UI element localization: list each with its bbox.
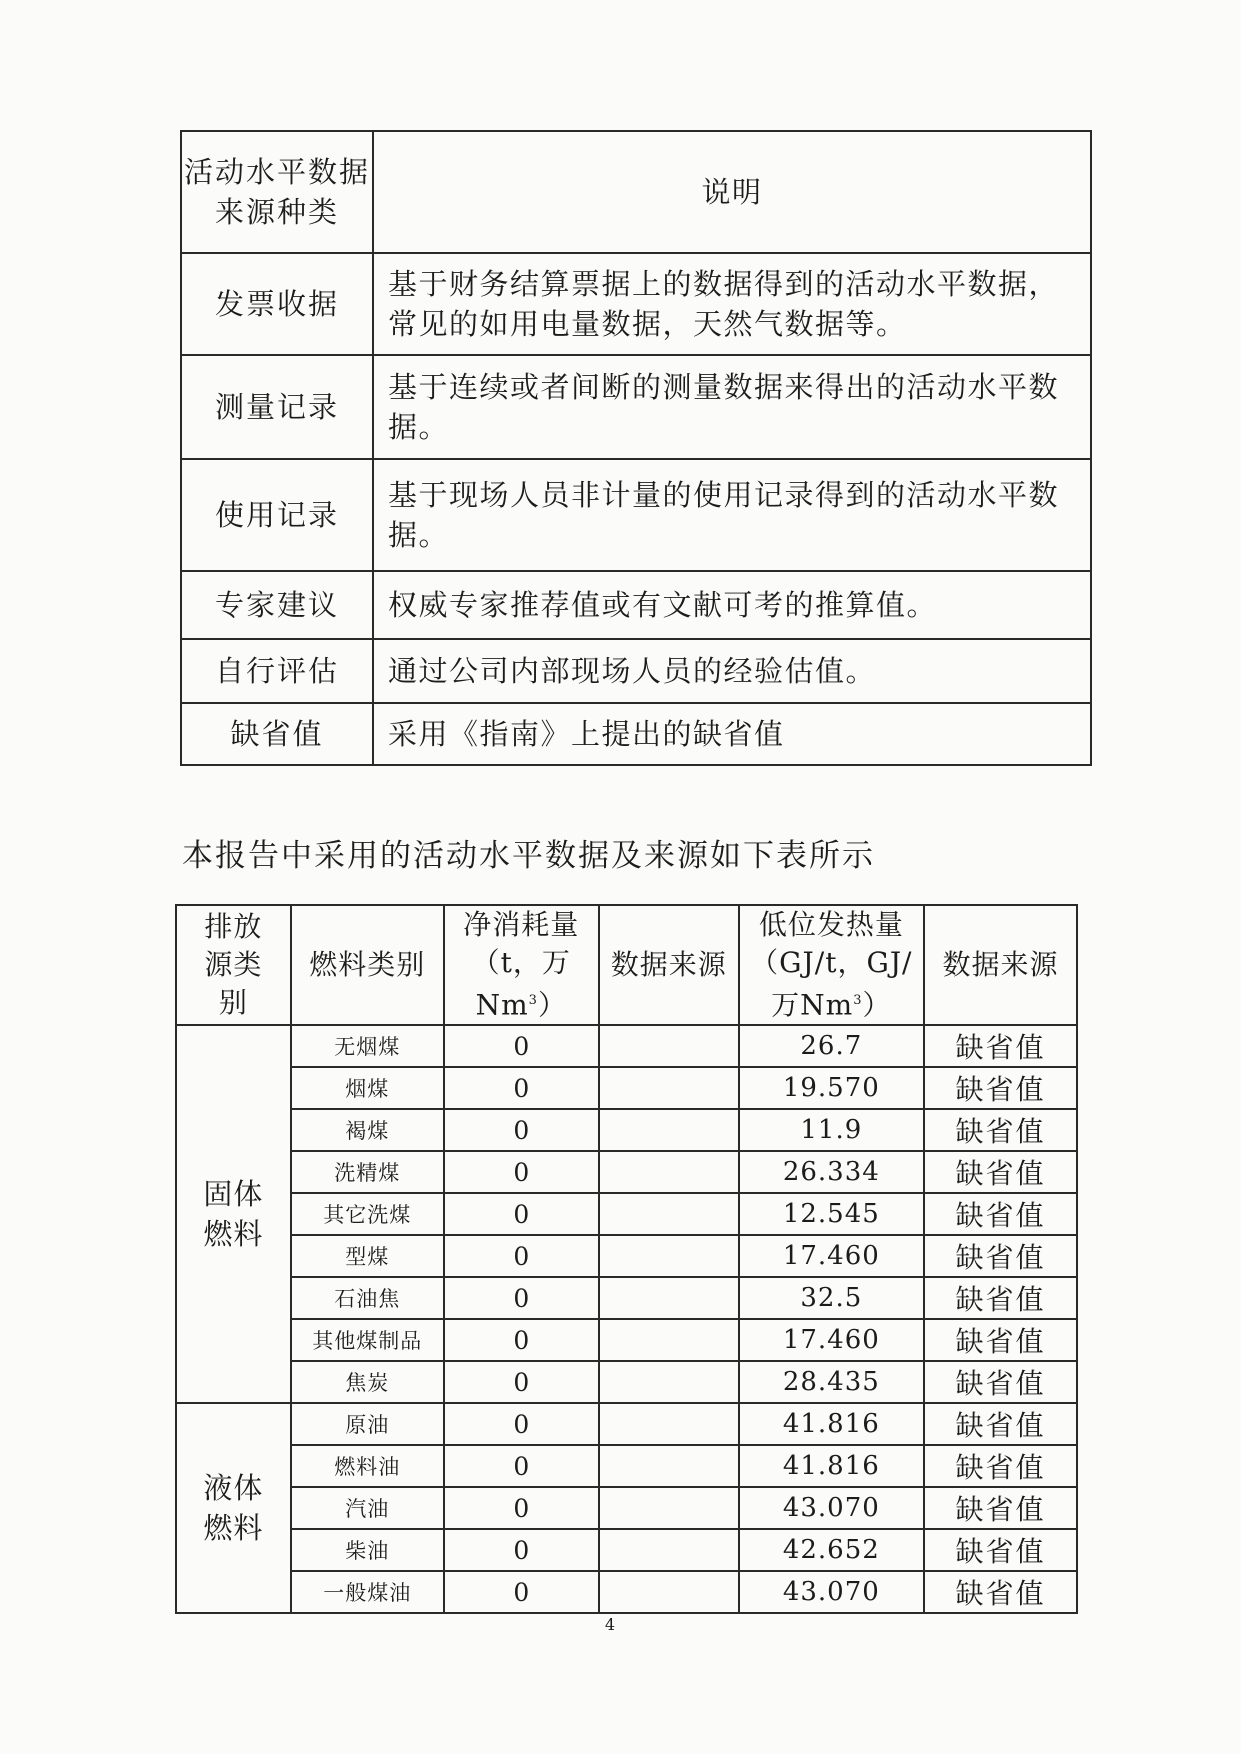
header-source-type: 活动水平数据来源种类 [181,131,373,253]
fuel-type-cell: 褐煤 [291,1109,444,1151]
description-cell: 权威专家推荐值或有文献可考的推算值。 [373,571,1091,639]
source-type-cell: 测量记录 [181,355,373,459]
source-type-cell: 专家建议 [181,571,373,639]
fuel-type-cell: 烟煤 [291,1067,444,1109]
data-source-2-cell: 缺省值 [924,1361,1077,1403]
emission-category-text: 液体燃料 [203,1471,264,1546]
header-heat-value-line1: 低位发热量 [758,908,904,941]
heat-value-cell: 41.816 [739,1445,924,1487]
data-source-2-cell: 缺省值 [924,1151,1077,1193]
net-consumption-cell: 0 [444,1571,599,1613]
data-source-1-cell [599,1151,739,1193]
description-cell: 通过公司内部现场人员的经验估值。 [373,639,1091,703]
table-row [176,1067,1077,1109]
data-source-1-cell [599,1529,739,1571]
data-source-1-cell [599,1193,739,1235]
page-number: 4 [604,1615,616,1634]
heat-value-cell: 28.435 [739,1361,924,1403]
unit-text: 万Nm [771,988,854,1022]
header-net-consumption [444,905,599,1025]
table-row [176,1235,1077,1277]
fuel-type-cell: 柴油 [291,1529,444,1571]
header-net-consumption-line1: 净消耗量 [463,908,580,941]
table-row [176,1403,1077,1445]
unit-close: ） [862,988,892,1022]
data-source-2-cell: 缺省值 [924,1067,1077,1109]
net-consumption-cell: 0 [444,1277,599,1319]
data-source-2-cell: 缺省值 [924,1571,1077,1613]
description-cell: 采用《指南》上提出的缺省值 [373,703,1091,765]
fuel-type-cell: 其他煤制品 [291,1319,444,1361]
table-row [181,459,1091,571]
heat-value-cell: 42.652 [739,1529,924,1571]
heat-value-cell: 41.816 [739,1403,924,1445]
heat-value-cell: 43.070 [739,1571,924,1613]
data-source-2-cell: 缺省值 [924,1529,1077,1571]
data-source-2-cell: 缺省值 [924,1445,1077,1487]
table-row [176,1277,1077,1319]
intro-sentence: 本报告中采用的活动水平数据及来源如下表所示 [182,838,875,874]
net-consumption-cell: 0 [444,1025,599,1067]
header-fuel-type: 燃料类别 [291,905,444,1025]
superscript: 3 [853,993,863,1008]
unit-text: Nm [475,988,529,1022]
description-cell: 基于现场人员非计量的使用记录得到的活动水平数据。 [373,459,1091,571]
header-net-consumption-line2: （t，万 [471,946,571,979]
header-heat-value-line2: （GJ/t，GJ/ [750,946,913,979]
source-type-cell: 使用记录 [181,459,373,571]
heat-value-cell: 11.9 [739,1109,924,1151]
table-header-row [181,131,1091,253]
data-source-1-cell [599,1487,739,1529]
fuel-type-cell: 石油焦 [291,1277,444,1319]
net-consumption-cell: 0 [444,1151,599,1193]
fuel-type-cell: 焦炭 [291,1361,444,1403]
header-description: 说明 [373,131,1091,253]
unit-close: ） [537,988,567,1022]
net-consumption-cell: 0 [444,1067,599,1109]
data-source-2-cell: 缺省值 [924,1487,1077,1529]
data-source-2-cell: 缺省值 [924,1025,1077,1067]
fuel-table-body [176,1025,1077,1613]
data-source-1-cell [599,1445,739,1487]
header-data-source-1: 数据来源 [599,905,739,1025]
header-emission-category-text: 排放源类别 [204,910,263,1020]
header-heat-value [739,905,924,1025]
data-source-1-cell [599,1403,739,1445]
header-emission-category [176,905,291,1025]
table-row [176,1571,1077,1613]
emission-category-text: 固体燃料 [203,1177,264,1252]
data-source-2-cell: 缺省值 [924,1109,1077,1151]
fuel-type-cell: 其它洗煤 [291,1193,444,1235]
heat-value-cell: 43.070 [739,1487,924,1529]
data-source-2-cell: 缺省值 [924,1277,1077,1319]
data-source-types-table [180,130,1092,766]
emission-category-cell [176,1025,291,1403]
table-row [181,639,1091,703]
fuel-type-cell: 汽油 [291,1487,444,1529]
table-row [176,1445,1077,1487]
emission-category-cell [176,1403,291,1613]
net-consumption-cell: 0 [444,1403,599,1445]
data-source-2-cell: 缺省值 [924,1403,1077,1445]
net-consumption-cell: 0 [444,1361,599,1403]
net-consumption-cell: 0 [444,1109,599,1151]
heat-value-cell: 32.5 [739,1277,924,1319]
data-source-2-cell: 缺省值 [924,1235,1077,1277]
data-source-1-cell [599,1319,739,1361]
header-data-source-2: 数据来源 [924,905,1077,1025]
data-source-1-cell [599,1277,739,1319]
net-consumption-cell: 0 [444,1235,599,1277]
heat-value-cell: 26.334 [739,1151,924,1193]
table-row [176,1361,1077,1403]
fuel-type-cell: 型煤 [291,1235,444,1277]
source-type-cell: 缺省值 [181,703,373,765]
fuel-type-cell: 无烟煤 [291,1025,444,1067]
source-type-cell: 自行评估 [181,639,373,703]
data-source-1-cell [599,1067,739,1109]
description-cell: 基于财务结算票据上的数据得到的活动水平数据，常见的如用电量数据，天然气数据等。 [373,253,1091,355]
net-consumption-cell: 0 [444,1529,599,1571]
data-source-2-cell: 缺省值 [924,1193,1077,1235]
heat-value-cell: 17.460 [739,1235,924,1277]
net-consumption-cell: 0 [444,1487,599,1529]
data-source-2-cell: 缺省值 [924,1319,1077,1361]
heat-value-cell: 26.7 [739,1025,924,1067]
table-row [176,1193,1077,1235]
activity-data-table [175,904,1078,1614]
table-row [176,1025,1077,1067]
net-consumption-cell: 0 [444,1193,599,1235]
data-source-1-cell [599,1025,739,1067]
heat-value-cell: 12.545 [739,1193,924,1235]
table-row [176,1487,1077,1529]
header-heat-value-line3 [740,982,923,1024]
fuel-type-cell: 一般煤油 [291,1571,444,1613]
superscript: 3 [528,993,538,1008]
source-type-cell: 发票收据 [181,253,373,355]
data-source-1-cell [599,1109,739,1151]
data-source-1-cell [599,1235,739,1277]
table-row [181,253,1091,355]
table-row [176,1109,1077,1151]
heat-value-cell: 19.570 [739,1067,924,1109]
data-source-1-cell [599,1571,739,1613]
table-row [181,571,1091,639]
data-source-1-cell [599,1361,739,1403]
fuel-type-cell: 洗精煤 [291,1151,444,1193]
table-header-row [176,905,1077,1025]
description-cell: 基于连续或者间断的测量数据来得出的活动水平数据。 [373,355,1091,459]
table-row [181,355,1091,459]
table-row [181,703,1091,765]
net-consumption-cell: 0 [444,1319,599,1361]
header-net-consumption-line3 [445,982,598,1024]
net-consumption-cell: 0 [444,1445,599,1487]
table-row [176,1151,1077,1193]
fuel-type-cell: 燃料油 [291,1445,444,1487]
table-row [176,1529,1077,1571]
fuel-type-cell: 原油 [291,1403,444,1445]
table-row [176,1319,1077,1361]
heat-value-cell: 17.460 [739,1319,924,1361]
